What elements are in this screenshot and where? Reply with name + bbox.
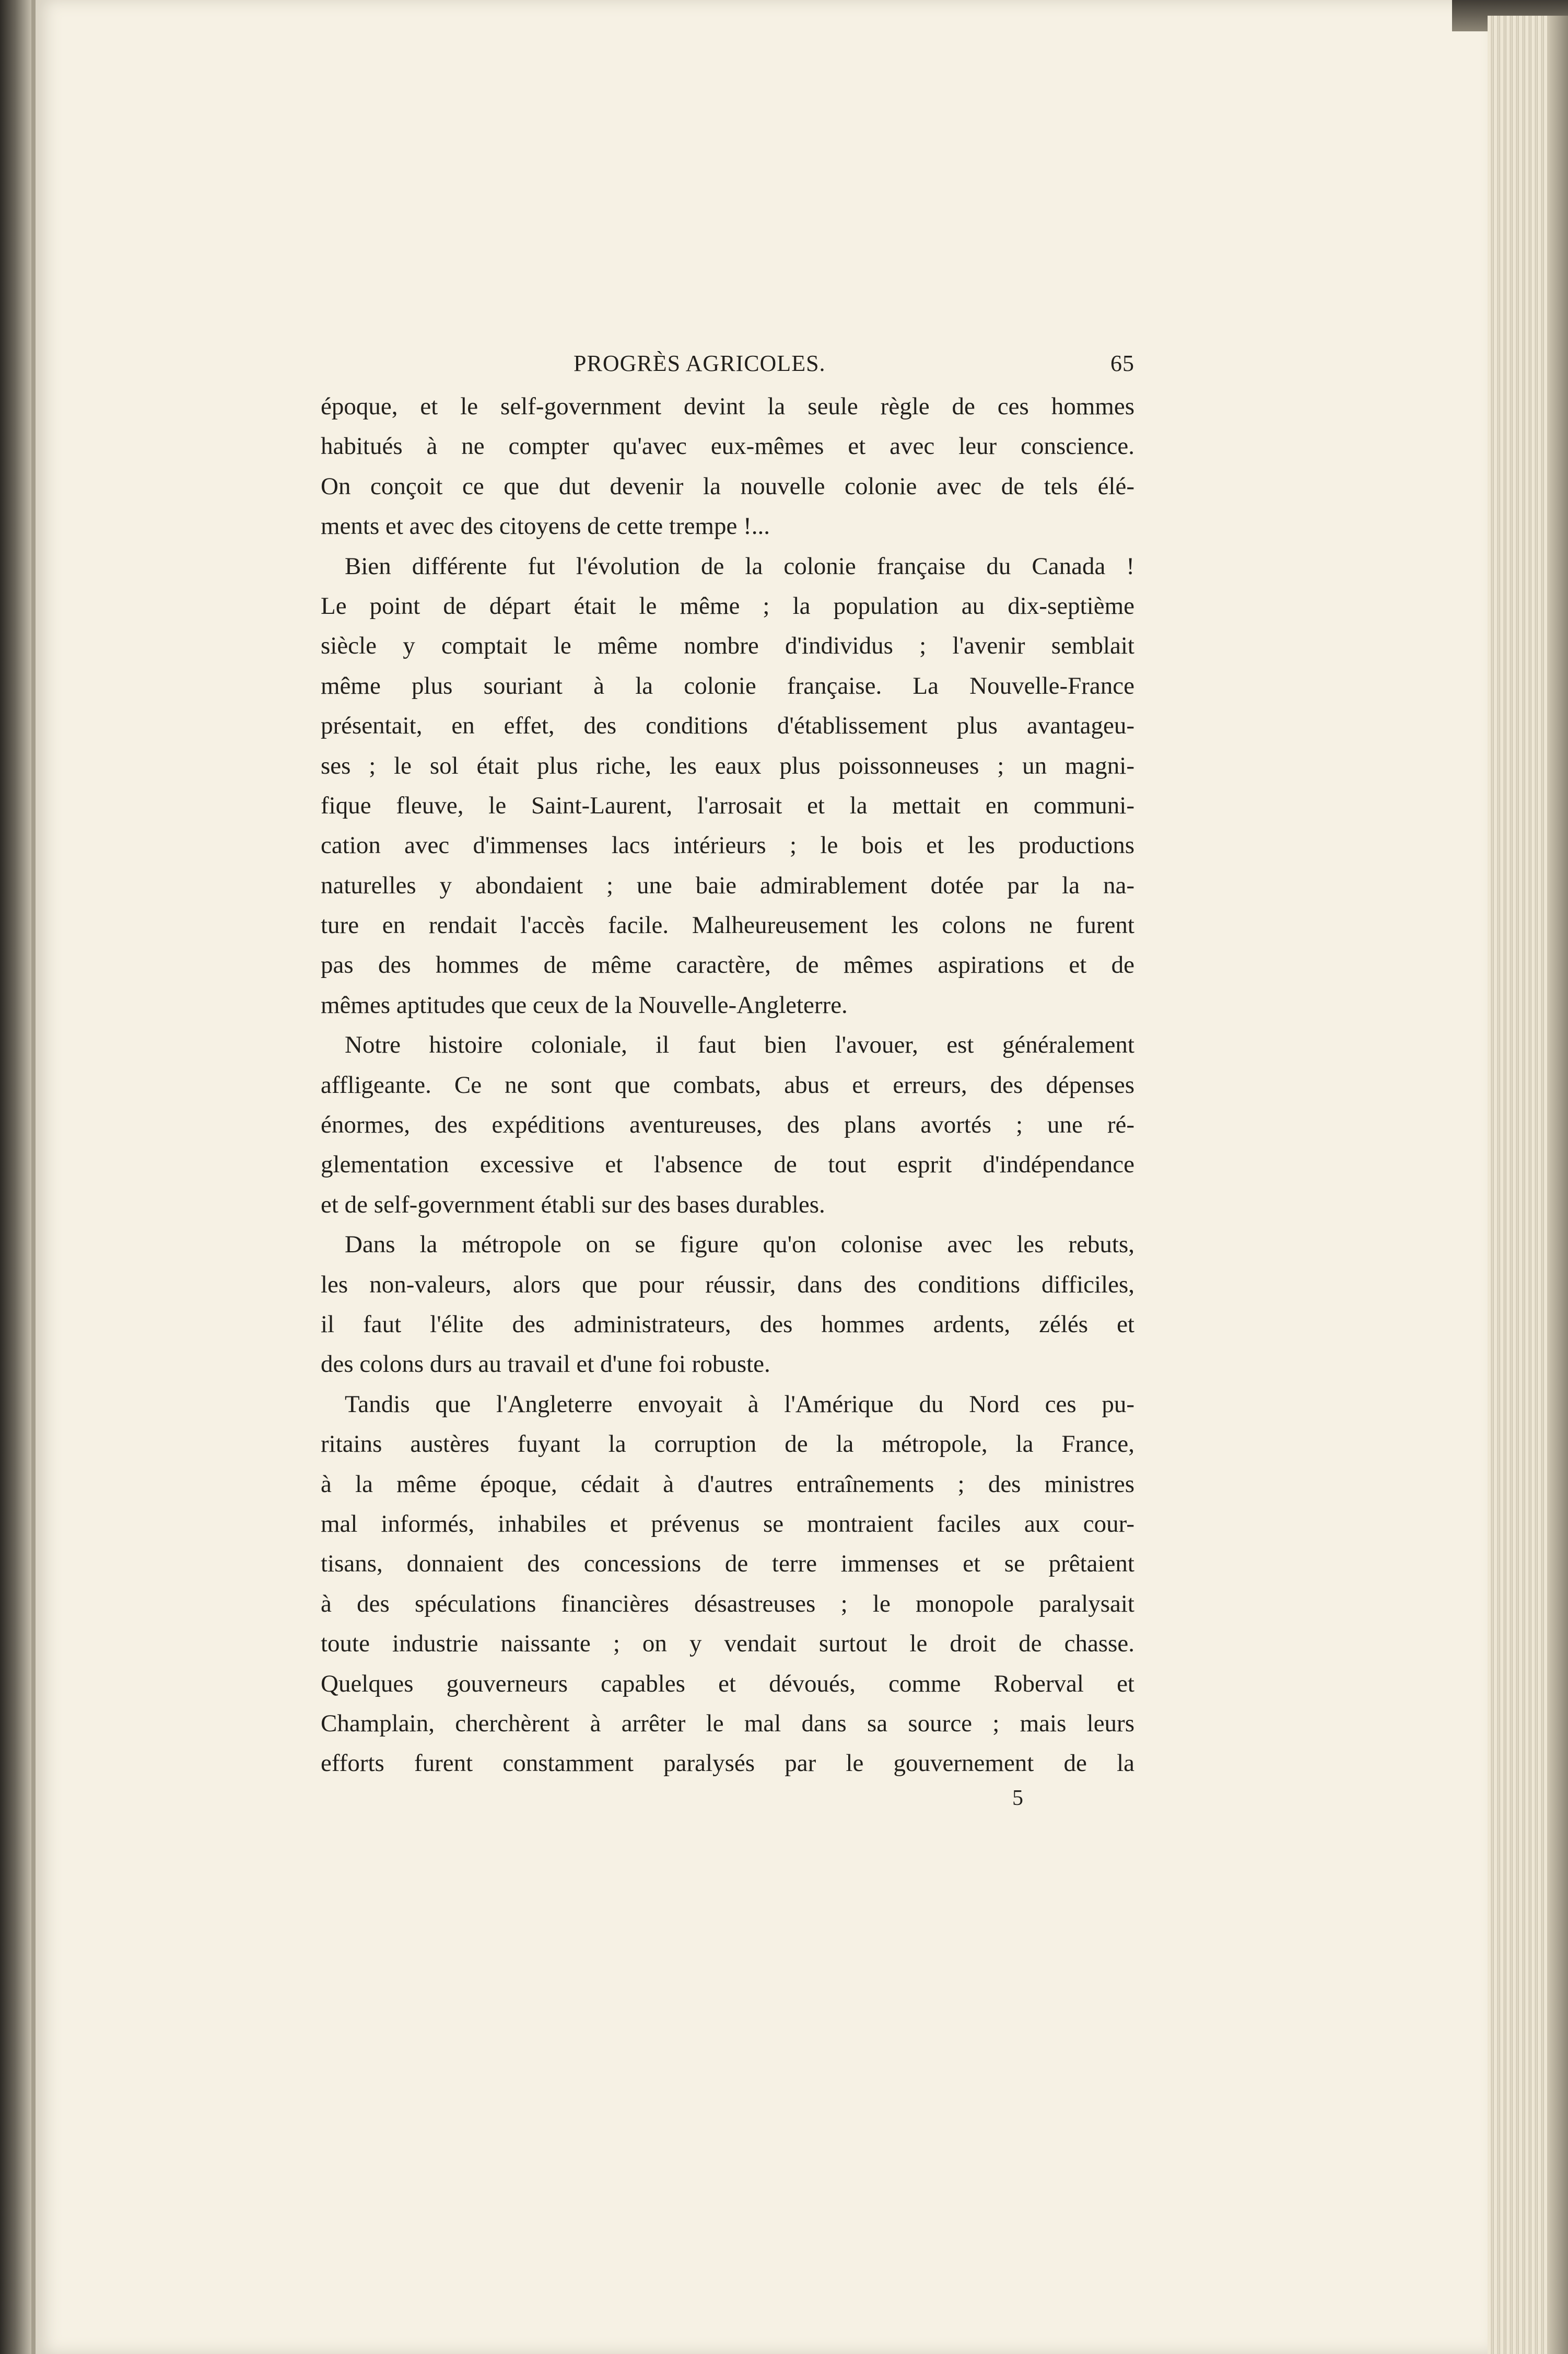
text-line: mal informés, inhabiles et prévenus se montraient faciles aux cour-: [321, 1510, 1134, 1537]
text-line: Tandis que l'Angleterre envoyait à l'Amérique du Nord ces pu-: [345, 1390, 1134, 1418]
text-line: époque, et le self-government devint la seule règle de ces hommes: [321, 393, 1134, 420]
text-line: il faut l'élite des administrateurs, des hommes ardents, zélés et: [321, 1310, 1134, 1338]
previous-page-edge: [0, 0, 33, 2354]
text-line: présentait, en effet, des conditions d'établissement plus avantageu-: [321, 712, 1134, 740]
signature-mark: 5: [1012, 1786, 1023, 1810]
text-line: pas des hommes de même caractère, de mêmes aspirations et de: [321, 951, 1134, 979]
text-line: efforts furent constamment paralysés par le gouvernement de la: [321, 1750, 1134, 1777]
text-line: mêmes aptitudes que ceux de la Nouvelle-Angleterre.: [321, 991, 848, 1019]
text-line: énormes, des expéditions aventureuses, des plans avortés ; une ré-: [321, 1111, 1134, 1139]
text-line: ture en rendait l'accès facile. Malheureusement les colons ne furent: [321, 912, 1134, 939]
text-line: cation avec d'immenses lacs intérieurs ; le bois et les productions: [321, 832, 1134, 859]
text-line: les non-valeurs, alors que pour réussir, dans des conditions difficiles,: [321, 1271, 1134, 1298]
signature-line: [321, 1784, 1134, 1815]
text-line: naturelles y abondaient ; une baie admirablement dotée par la na-: [321, 871, 1134, 899]
text-line: siècle y comptait le même nombre d'individus ; l'avenir semblait: [321, 632, 1134, 660]
text-line: On conçoit ce que dut devenir la nouvelle colonie avec de tels élé-: [321, 472, 1134, 500]
text-line: ritains austères fuyant la corruption de la métropole, la France,: [321, 1430, 1134, 1458]
text-line: Notre histoire coloniale, il faut bien l'avouer, est généralement: [345, 1031, 1134, 1059]
text-line: habitués à ne compter qu'avec eux-mêmes et avec leur conscience.: [321, 433, 1134, 460]
page-header: [321, 350, 1134, 387]
page-edges-stack: [1488, 16, 1568, 2354]
text-line: à la même époque, cédait à d'autres entraînements ; des ministres: [321, 1470, 1134, 1498]
running-head: PROGRÈS AGRICOLES.: [574, 351, 826, 376]
binding-gutter: [31, 0, 36, 2354]
text-line: Champlain, cherchèrent à arrêter le mal dans sa source ; mais leurs: [321, 1709, 1134, 1737]
text-block: [321, 350, 1134, 1815]
text-line: ments et avec des citoyens de cette trempe !...: [321, 512, 770, 540]
text-line: à des spéculations financières désastreuses ; le monopole paralysait: [321, 1590, 1134, 1617]
text-line: glementation excessive et l'absence de tout esprit d'indépendance: [321, 1151, 1134, 1179]
text-line: Bien différente fut l'évolution de la colonie française du Canada !: [345, 552, 1134, 580]
text-line: Le point de départ était le même ; la population au dix-septième: [321, 592, 1134, 620]
text-line: toute industrie naissante ; on y vendait surtout le droit de chasse.: [321, 1630, 1134, 1658]
text-line: même plus souriant à la colonie française. La Nouvelle-France: [321, 672, 1134, 700]
text-line: fique fleuve, le Saint-Laurent, l'arrosait et la mettait en communi-: [321, 791, 1134, 819]
text-line: affligeante. Ce ne sont que combats, abus et erreurs, des dépenses: [321, 1071, 1134, 1099]
text-line: et de self-government établi sur des bases durables.: [321, 1191, 825, 1218]
text-line: Dans la métropole on se figure qu'on colonise avec les rebuts,: [345, 1231, 1134, 1258]
page-number: 65: [1110, 351, 1134, 376]
text-line: des colons durs au travail et d'une foi robuste.: [321, 1350, 770, 1378]
text-line: Quelques gouverneurs capables et dévoués, comme Roberval et: [321, 1670, 1134, 1697]
text-line: tisans, donnaient des concessions de terre immenses et se prêtaient: [321, 1550, 1134, 1578]
text-line: ses ; le sol était plus riche, les eaux plus poissonneuses ; un magni-: [321, 752, 1134, 779]
